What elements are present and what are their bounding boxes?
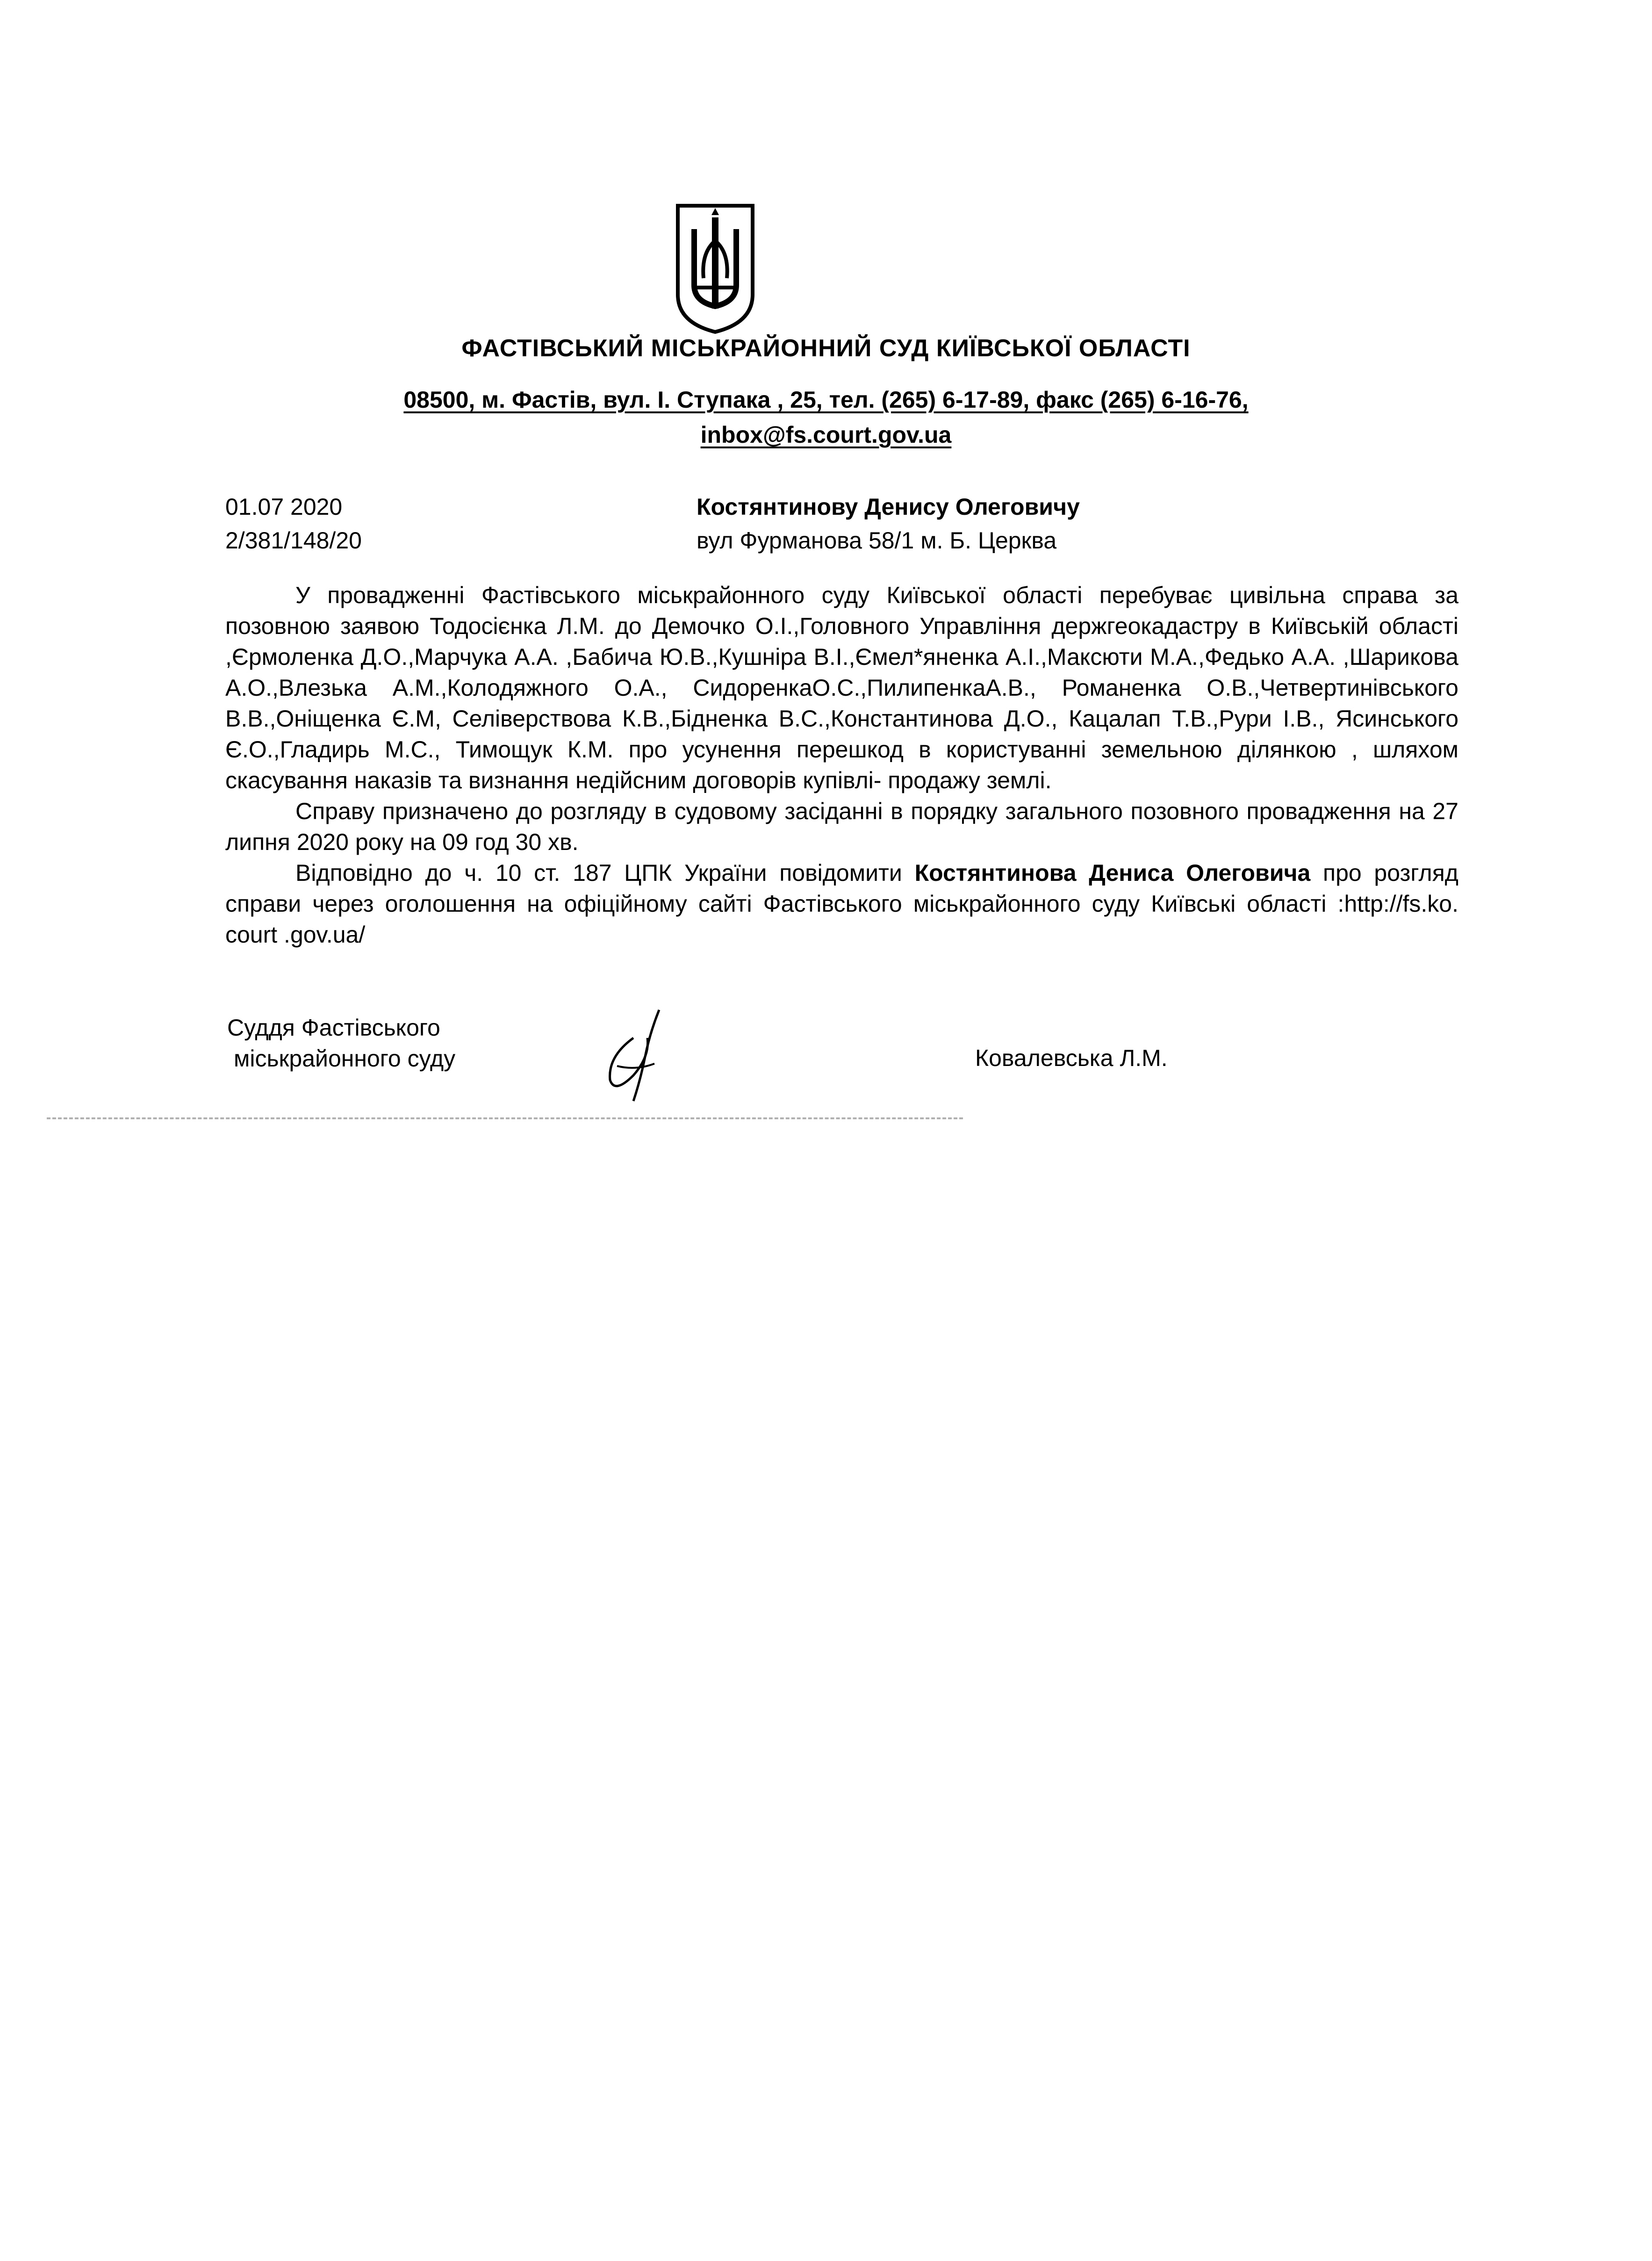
judge-title: [227, 1012, 455, 1074]
notice-text-start: Відповідно до ч. 10 ст. 187 ЦПК України повідомити: [295, 860, 902, 886]
court-email-link[interactable]: inbox@fs.court.gov.ua: [700, 422, 952, 448]
judge-name: Ковалевська Л.М.: [975, 1045, 1168, 1071]
body-paragraph-notice: [225, 857, 1458, 950]
court-address: [0, 382, 1652, 453]
document-date: 01.07 2020: [225, 494, 343, 520]
body-paragraph-case: У провадженні Фастівського міськрайонного суду Київської області перебуває цивільна справа за позовною заявою Тодосієнка Л.М. до Демочко О.І.,Головного Управління держгеокадастру в Київській області ,Єрмоленка Д.О.,Марчука А.А. ,Бабича Ю.В.,Кушніра В.І.,Ємел*яненка А.І.,Максюти М.А.,Федько А.А. ,Шарикова А.О.,Влезька А.М.,Колодяжного О.А., СидоренкаО.С.,ПилипенкаА.В., Романенка О.В.,Четвертинівського В.В.,Оніщенка Є.М, Селіверствова К.В.,Бідненка В.С.,Константинова Д.О., Кацалап Т.В.,Рури І.В., Ясинського Є.О.,Гладирь М.С., Тимощук К.М. про усунення перешкод в користуванні земельною ділянкою , шляхом скасування наказів та визнання недійсним договорів купівлі- продажу землі.: [225, 582, 1458, 793]
notice-text-end: про розгляд справи через оголошення на офіційному сайті Фастівського міськрайонного суду Київські області :http://fs.ko. court .gov.ua/: [225, 860, 1458, 948]
recipient-block: [697, 490, 1080, 557]
scan-artifact-line: [47, 1117, 963, 1119]
court-name: ФАСТІВСЬКИЙ МІСЬКРАЙОННИЙ СУД КИЇВСЬКОЇ ОБЛАСТІ: [461, 335, 1191, 362]
recipient-address: вул Фурманова 58/1 м. Б. Церква: [697, 527, 1057, 554]
case-number: 2/381/148/20: [225, 527, 362, 554]
judge-title-line-1: Суддя Фастівського: [227, 1015, 440, 1041]
letter-body: [225, 580, 1458, 950]
judge-title-line-2: міськрайонного суду: [234, 1045, 456, 1072]
trident-emblem-icon: [668, 196, 762, 337]
court-address-line: 08500, м. Фастів, вул. І. Ступака , 25, тел. (265) 6-17-89, факс (265) 6-16-76,: [403, 387, 1249, 413]
handwritten-signature: [589, 1005, 682, 1108]
notice-defendant-name: Костянтинова Дениса Олеговича: [914, 860, 1311, 886]
document-meta: [225, 490, 362, 557]
recipient-name: Костянтинову Денису Олеговичу: [697, 494, 1080, 520]
body-paragraph-hearing: Справу призначено до розгляду в судовому засіданні в порядку загального позовного провадження на 27 липня 2020 року на 09 год 30 хв.: [225, 798, 1458, 855]
